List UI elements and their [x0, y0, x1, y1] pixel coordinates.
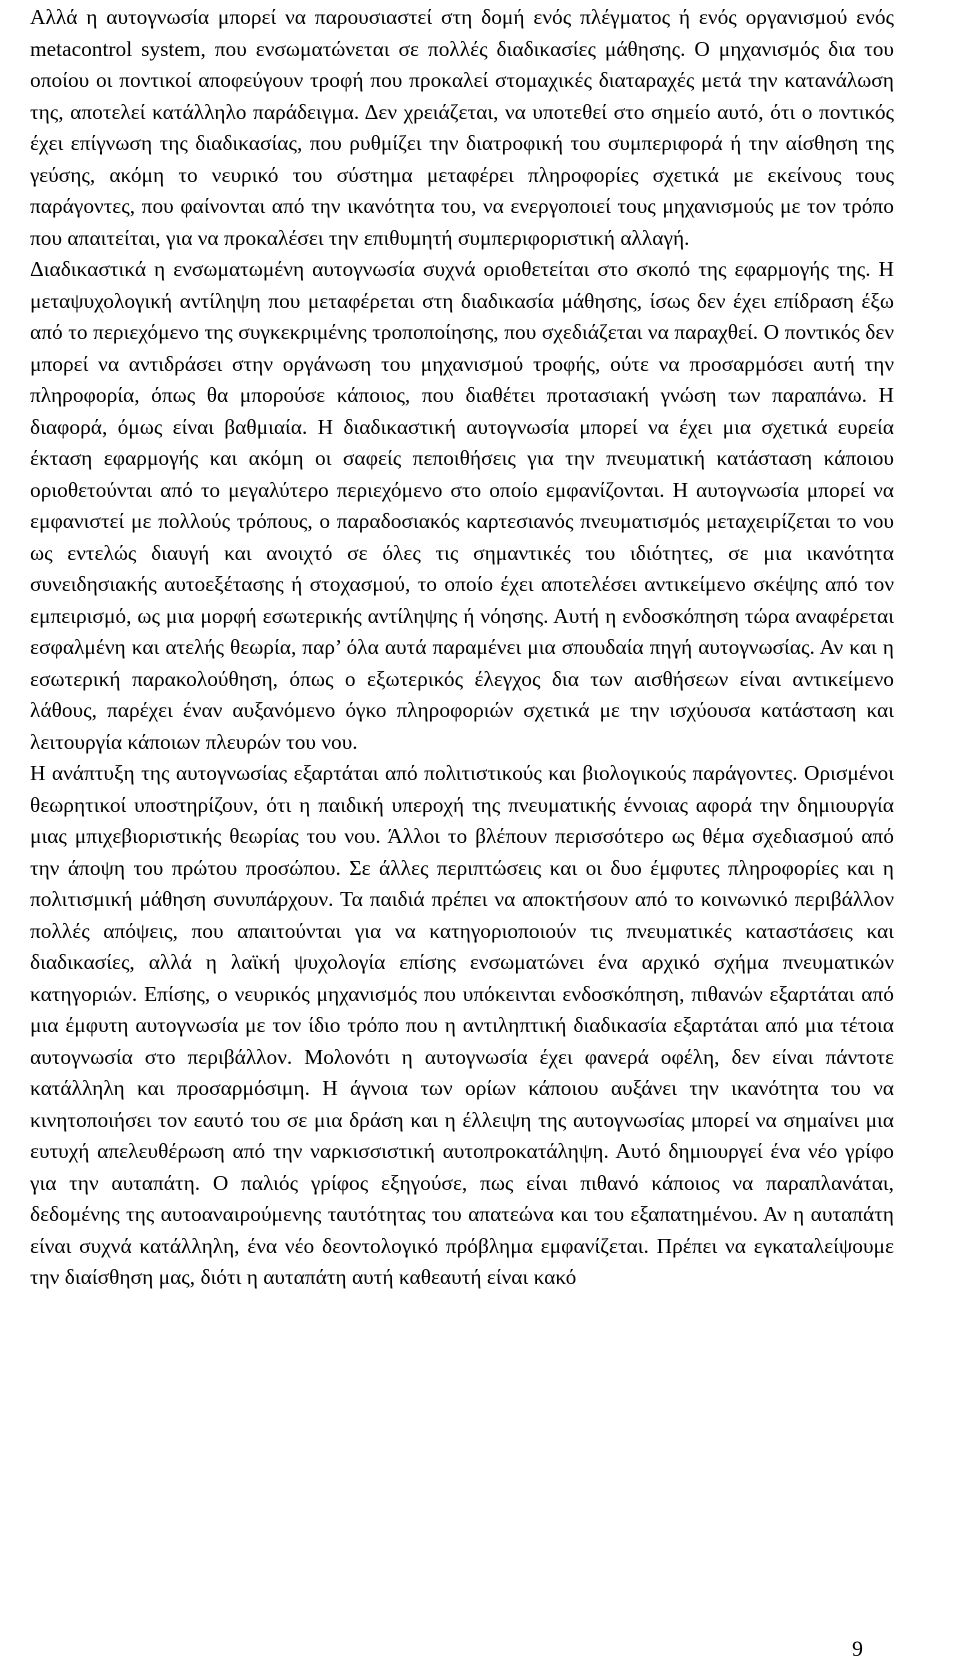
body-text	[30, 2, 894, 1294]
page-number: 9	[852, 1636, 863, 1661]
paragraph-1: Αλλά η αυτογνωσία μπορεί να παρουσιαστεί στη δομή ενός πλέγματος ή ενός οργανισμού ενός metacontrol system, που ενσωματώνεται σε πολλές διαδικασίες μάθησης. Ο μηχανισμός δια του οποίου οι ποντικοί αποφεύγουν τροφή που προκαλεί στομαχικές διαταραχές μετά την κατανάλωση της, αποτελεί κατάλληλο παράδειγμα. Δεν χρειάζεται, να υποτεθεί στο σημείο αυτό, ότι ο ποντικός έχει επίγνωση της διαδικασίας, που ρυθμίζει την διατροφική του συμπεριφορά ή την αίσθηση της γεύσης, ακόμη το νευρικό του σύστημα μεταφέρει πληροφορίες σχετικά με εκείνους τους παράγοντες, που φαίνονται από την ικανότητα του, να ενεργοποιεί τους μηχανισμούς με τον τρόπο που απαιτείται, για να προκαλέσει την επιθυμητή συμπεριφοριστική αλλαγή.	[30, 5, 894, 250]
paragraph-2: Διαδικαστικά η ενσωματωμένη αυτογνωσία συχνά οριοθετείται στο σκοπό της εφαρμογής της. Η μεταψυχολογική αντίληψη που μεταφέρεται στη διαδικασία μάθησης, ίσως δεν έχει επίδραση έξω από το περιεχόμενο της συγκεκριμένης τροποποίησης, που σχεδιάζεται να παραχθεί. Ο ποντικός δεν μπορεί να αντιδράσει στην οργάνωση του μηχανισμού τροφής, ούτε να προσαρμόσει αυτή την πληροφορία, όπως θα μπορούσε κάποιος, που διαθέτει προτασιακή γνώση των παραπάνω. Η διαφορά, όμως είναι βαθμιαία. Η διαδικαστική αυτογνωσία μπορεί να έχει μια σχετικά ευρεία έκταση εφαρμογής και ακόμη οι σαφείς πεποιθήσεις για την πνευματική κατάσταση κάποιου οριοθετούνται από το μεγαλύτερο περιεχόμενο στο οποίο εμφανίζονται. Η αυτογνωσία μπορεί να εμφανιστεί με πολλούς τρόπους, ο παραδοσιακός καρτεσιανός πνευματισμός μεταχειρίζεται το νου ως εντελώς διαυγή και ανοιχτό σε όλες τις σημαντικές του ιδιότητες, σε μια ικανότητα συνειδησιακής αυτοεξέτασης ή στοχασμού, το οποίο έχει αποτελέσει αντικείμενο σκέψης από τον εμπειρισμό, ως μια μορφή εσωτερικής αντίληψης ή νόησης. Αυτή η ενδοσκόπηση τώρα αναφέρεται εσφαλμένη και ατελής θεωρία, παρ’ όλα αυτά παραμένει μια σπουδαία πηγή αυτογνωσίας. Αν και η εσωτερική παρακολούθηση, όπως ο εξωτερικός έλεγχος δια των αισθήσεων είναι αντικείμενο λάθους, παρέχει έναν αυξανόμενο όγκο πληροφοριών σχετικά με την ισχύουσα κατάσταση και λειτουργία κάποιων πλευρών του νου.	[30, 257, 894, 754]
paragraph-3: Η ανάπτυξη της αυτογνωσίας εξαρτάται από πολιτιστικούς και βιολογικούς παράγοντες. Ορισμένοι θεωρητικοί υποστηρίζουν, ότι η παιδική υπεροχή της πνευματικής έννοιας αφορά την δημιουργία μιας μπιχεβιοριστικής θεωρίας του νου. Άλλοι το βλέπουν περισσότερο ως θέμα σχεδιασμού από την άποψη του πρώτου προσώπου. Σε άλλες περιπτώσεις και οι δυο έμφυτες πληροφορίες και η πολιτισμική μάθηση συνυπάρχουν. Τα παιδιά πρέπει να αποκτήσουν από το κοινωνικό περιβάλλον πολλές απόψεις, που απαιτούνται για να κατηγοριοποιούν τις πνευματικές καταστάσεις και διαδικασίες, αλλά η λαϊκή ψυχολογία επίσης ενσωματώνει ένα αρχικό σχήμα πνευματικών κατηγοριών. Επίσης, ο νευρικός μηχανισμός που υπόκεινται ενδοσκόπηση, πιθανών εξαρτάται από μια έμφυτη αυτογνωσία με τον ίδιο τρόπο που η αντιληπτική διαδικασία εξαρτάται από μια τέτοια αυτογνωσία στο περιβάλλον. Μολονότι η αυτογνωσία έχει φανερά οφέλη, δεν είναι πάντοτε κατάλληλη και προσαρμόσιμη. Η άγνοια των ορίων κάποιου αυξάνει την ικανότητα του να κινητοποιήσει τον εαυτό του σε μια δράση και η έλλειψη της αυτογνωσίας μπορεί να σημαίνει μια ευτυχή απελευθέρωση από την ναρκισσιστική αυτοπροκατάληψη. Αυτό δημιουργεί ένα νέο γρίφο για την αυταπάτη. Ο παλιός γρίφος εξηγούσε, πως είναι πιθανό κάποιος να παραπλανάται, δεδομένης της αυτοαναιρούμενης ταυτότητας του απατεώνα και του εξαπατημένου. Αν η αυταπάτη είναι συχνά κατάλληλη, ένα νέο δεοντολογικό πρόβλημα εμφανίζεται. Πρέπει να εγκαταλείψουμε την διαίσθηση μας, διότι η αυταπάτη αυτή καθεαυτή είναι κακό	[30, 761, 894, 1289]
